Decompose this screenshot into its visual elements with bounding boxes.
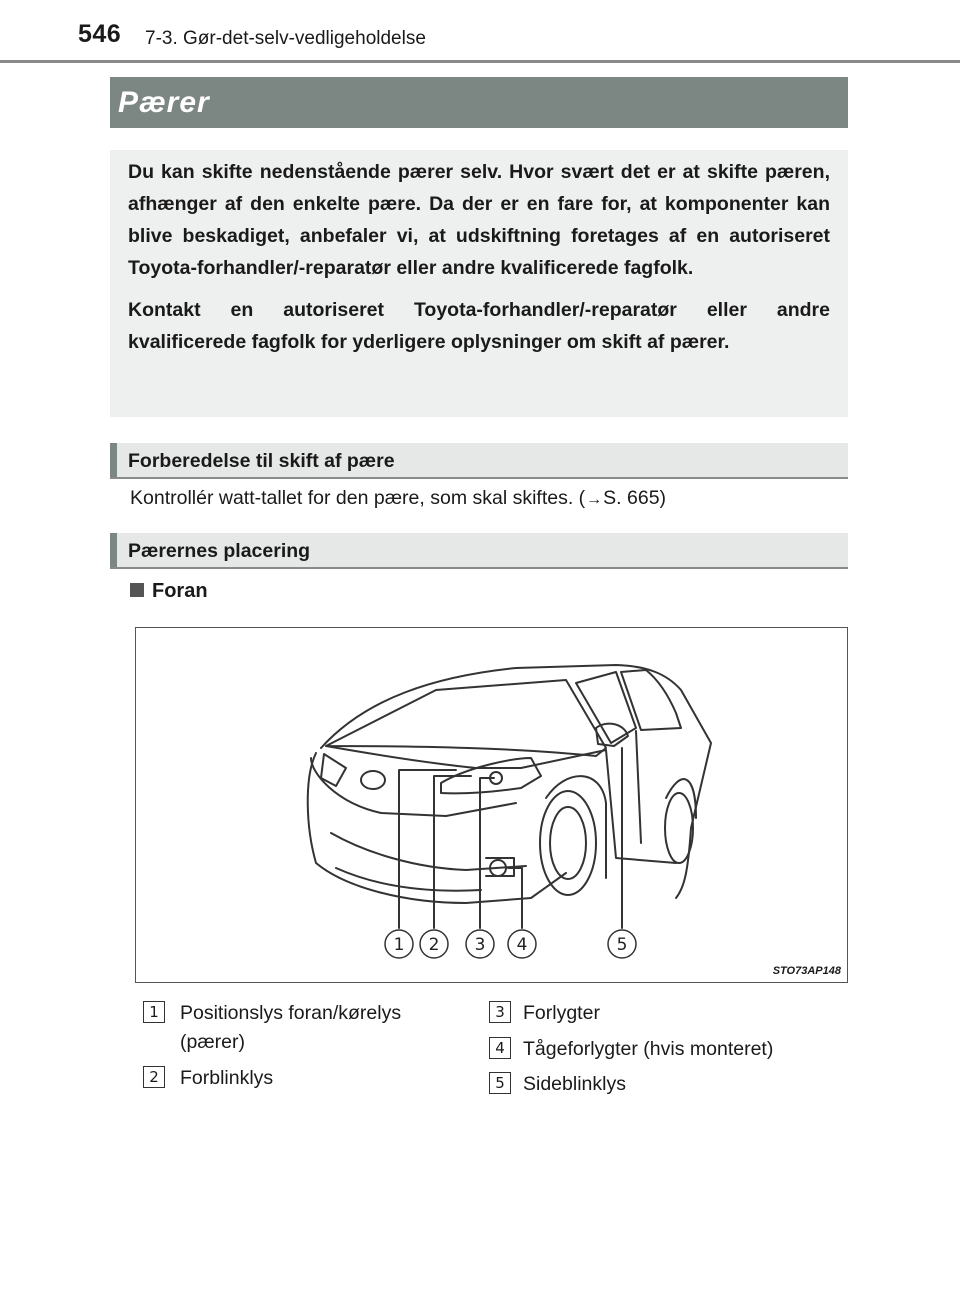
chapter-title: 7-3. Gør-det-selv-vedligeholdelse (145, 28, 426, 49)
section-heading-text: Pærernes placering (128, 540, 311, 562)
car-body-outline (321, 665, 711, 898)
legend-text-4: Tågeforlygter (hvis monteret) (523, 1038, 774, 1060)
car-drawing (136, 628, 847, 982)
legend-text-1a: Positionslys foran/kørelys (180, 1002, 402, 1024)
page-number: 546 (78, 20, 122, 48)
page-reference-link[interactable]: S. 665) (603, 487, 667, 509)
callout-label-2: 2 (428, 935, 440, 955)
figure-code: STO73AP148 (772, 965, 841, 977)
legend-text-5: Sideblinklys (523, 1073, 626, 1095)
rear-side-window (621, 670, 681, 730)
title-banner (110, 77, 848, 128)
legend-text-2: Forblinklys (180, 1067, 274, 1089)
front-hub (550, 807, 586, 879)
door-line (606, 750, 676, 863)
legend-number-5: 5 (489, 1072, 511, 1094)
legend-item-1 (180, 999, 401, 1057)
callout-label-5: 5 (616, 935, 628, 955)
car-illustration (135, 627, 848, 983)
arrow-right-icon: → (586, 491, 603, 508)
legend-number-3: 3 (489, 1001, 511, 1023)
legend-text-1b: (pærer) (180, 1031, 246, 1053)
page-title: Pærer (118, 86, 210, 119)
section-heading-preparation (110, 443, 848, 479)
callout-leader-3 (480, 778, 494, 928)
hood-line (326, 746, 606, 768)
headlight-left (321, 754, 346, 786)
legend-number-4: 4 (489, 1037, 511, 1059)
callout-label-4: 4 (516, 935, 528, 955)
section-bar (110, 533, 117, 567)
door-seam (636, 731, 641, 843)
section-heading-text: Forberedelse til skift af pære (128, 450, 395, 472)
bumper-upper (311, 758, 516, 816)
intro-paragraph-2: Kontakt en autoriseret Toyota-forhandler/-reparatør eller andre kvalificerede fagfolk for yderligere oplysninger om skift af pærer. (128, 299, 830, 353)
legend-text-3: Forlygter (523, 1002, 600, 1024)
windshield (326, 680, 606, 756)
rear-wheel (665, 793, 693, 863)
callout-leader-2 (434, 776, 471, 928)
subheading-front-text: Foran (152, 580, 208, 602)
preparation-text-before: Kontrollér watt-tallet for den pære, som skal skiftes. ( (130, 487, 586, 509)
logo (361, 771, 385, 789)
intro-paragraph-1: Du kan skifte nedenstående pærer selv. Hvor svært det er at skifte pæren, afhænger af den enkelte pære. Da der er en fare for, at komponenter kan blive beskadiget, anbefaler vi, at udskiftning foretages af en autoriseret Toyota-forhandler/-reparatør eller andre kvalificerede fagfolk. (128, 161, 830, 279)
header-rule (0, 60, 960, 63)
legend-number-1: 1 (143, 1001, 165, 1023)
preparation-text (130, 484, 666, 514)
square-bullet-icon (130, 583, 144, 597)
legend-number-2: 2 (143, 1066, 165, 1088)
section-bar (110, 443, 117, 477)
lower-valance (336, 868, 481, 891)
intro-box (110, 150, 848, 417)
section-heading-locations (110, 533, 848, 569)
front-wheel-arch (546, 776, 606, 878)
subheading-front (130, 580, 208, 603)
callout-label-3: 3 (474, 935, 486, 955)
lower-grille (331, 833, 526, 870)
callout-label-1: 1 (393, 935, 405, 955)
